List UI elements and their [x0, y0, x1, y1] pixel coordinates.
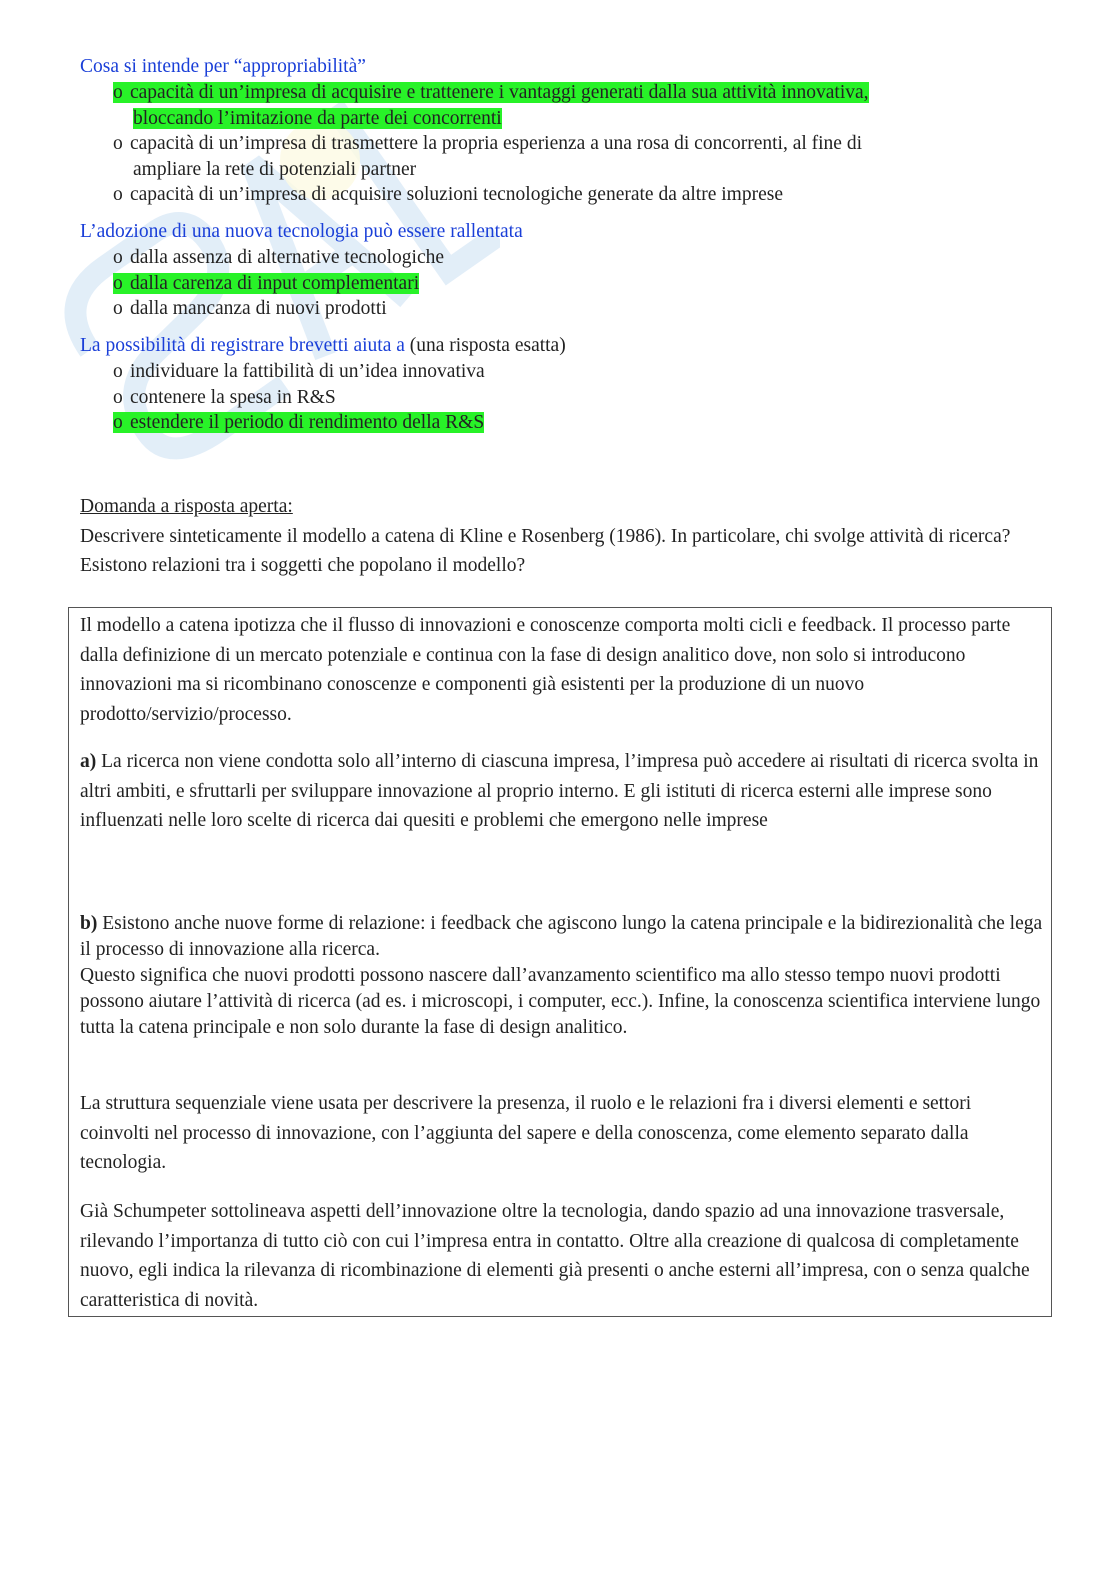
open-question — [80, 492, 1080, 581]
answer-paragraph-4: Questo significa che nuovi prodotti possono nascere dall’avanzamento scientifico ma allo stesso tempo nuovi prodotti possono aiutare l’attività di ricerca (ad es. i microscopi, i computer, ecc.). Infine, la conoscenza scientifica interviene lungo tutta la catena principale e non solo durante la fase di design analitico. — [80, 965, 1041, 1038]
question-note: (una risposta esatta) — [409, 335, 566, 356]
question-2 — [80, 219, 1080, 322]
bullet: o — [113, 272, 123, 294]
option — [113, 385, 1080, 411]
open-question-heading: Domanda a risposta aperta: — [80, 496, 293, 517]
option-text: capacità di un’impresa di acquisire soluzioni tecnologiche generate da altre imprese — [130, 184, 783, 205]
bullet: o — [113, 133, 123, 154]
label-a: a) — [80, 751, 97, 772]
option — [113, 296, 1080, 322]
answer-paragraph-5: La struttura sequenziale viene usata per descrivere la presenza, il ruolo e le relazioni fra i diversi elementi e settori coinvolti nel processo di innovazione, con l’aggiunta del sapere e della conoscenza, come elemento separato dalla tecnologia. — [80, 1093, 972, 1173]
bullet: o — [113, 82, 123, 103]
answer-paragraph-6: Già Schumpeter sottolineava aspetti dell’innovazione oltre la tecnologia, dando spazio ad una innovazione trasversale, rilevando l’importanza di tutto ciò con cui l’impresa entra in contatto. Oltre alla creazione di qualcosa di completamente nuovo, egli indica la rilevanza di ricombinazione di elementi già presenti o anche esterni all’impresa, con o senza qualche caratteristica di novità. — [80, 1201, 1030, 1311]
option — [113, 245, 1080, 271]
bullet: o — [113, 412, 123, 433]
option — [113, 131, 1080, 182]
bullet: o — [113, 298, 123, 319]
option-text: estendere il periodo di rendimento della R&S — [130, 412, 485, 433]
question-title — [80, 333, 1080, 359]
bullet: o — [113, 247, 123, 268]
bullet: o — [113, 361, 123, 382]
option-text: dalla carenza di input complementari — [130, 272, 420, 294]
option — [113, 410, 1080, 436]
option-text: capacità di un’impresa di trasmettere la propria esperienza a una rosa di concorrenti, al fine di — [130, 133, 863, 154]
options-list — [80, 359, 1080, 436]
question-title-text: La possibilità di registrare brevetti aiuta a — [80, 335, 405, 356]
label-b: b) — [80, 913, 98, 934]
option-text-continued: ampliare la rete di potenziali partner — [133, 158, 417, 180]
question-title: Cosa si intende per “appropriabilità” — [80, 56, 366, 77]
option-text: dalla assenza di alternative tecnologiche — [130, 247, 445, 268]
bullet: o — [113, 184, 123, 205]
answer-paragraph-a — [80, 747, 1045, 836]
answer-box — [68, 607, 1052, 1317]
question-title: L’adozione di una nuova tecnologia può essere rallentata — [80, 221, 523, 242]
answer-paragraph-b — [80, 911, 1045, 963]
option-text: contenere la spesa in R&S — [130, 386, 336, 408]
option-text: individuare la fattibilità di un’idea innovativa — [130, 361, 485, 382]
open-question-text: Descrivere sinteticamente il modello a catena di Kline e Rosenberg (1986). In particolare, chi svolge attività di ricerca? Esistono relazioni tra i soggetti che popolano il modello? — [80, 525, 1011, 576]
option-text: capacità di un’impresa di acquisire e trattenere i vantaggi generati dalla sua attività innovativa, — [130, 82, 869, 103]
option — [113, 80, 1080, 131]
options-list — [80, 245, 1080, 322]
answer-paragraph-1: Il modello a catena ipotizza che il flusso di innovazioni e conoscenze comporta molti cicli e feedback. Il processo parte dalla definizione di un mercato potenziale e continua con la fase di design analitico dove, non solo si introducono innovazioni ma si ricombinano conoscenze e componenti già esistenti per la produzione di un nuovo prodotto/servizio/processo. — [80, 615, 1011, 725]
question-3 — [80, 333, 1080, 436]
option-text-continued: bloccando l’imitazione da parte dei concorrenti — [133, 107, 502, 129]
option-text: dalla mancanza di nuovi prodotti — [130, 298, 387, 319]
options-list — [80, 80, 1080, 208]
answer-paragraph-2: La ricerca non viene condotta solo all’interno di ciascuna impresa, l’impresa può accedere ai risultati di ricerca svolta in altri ambiti, e sfruttarli per sviluppare innovazione al proprio interno. E gli istituti di ricerca esterni alle imprese sono influenzati nelle loro scelte di ricerca dai quesiti e problemi che emergono nelle imprese — [80, 751, 1039, 831]
option — [113, 271, 1080, 297]
option — [113, 359, 1080, 385]
answer-paragraph-3: Esistono anche nuove forme di relazione: i feedback che agiscono lungo la catena principale e la bidirezionalità che lega il processo di innovazione alla ricerca. — [80, 913, 1043, 960]
bullet: o — [113, 386, 123, 408]
option — [113, 182, 1080, 208]
question-1 — [80, 54, 1080, 208]
